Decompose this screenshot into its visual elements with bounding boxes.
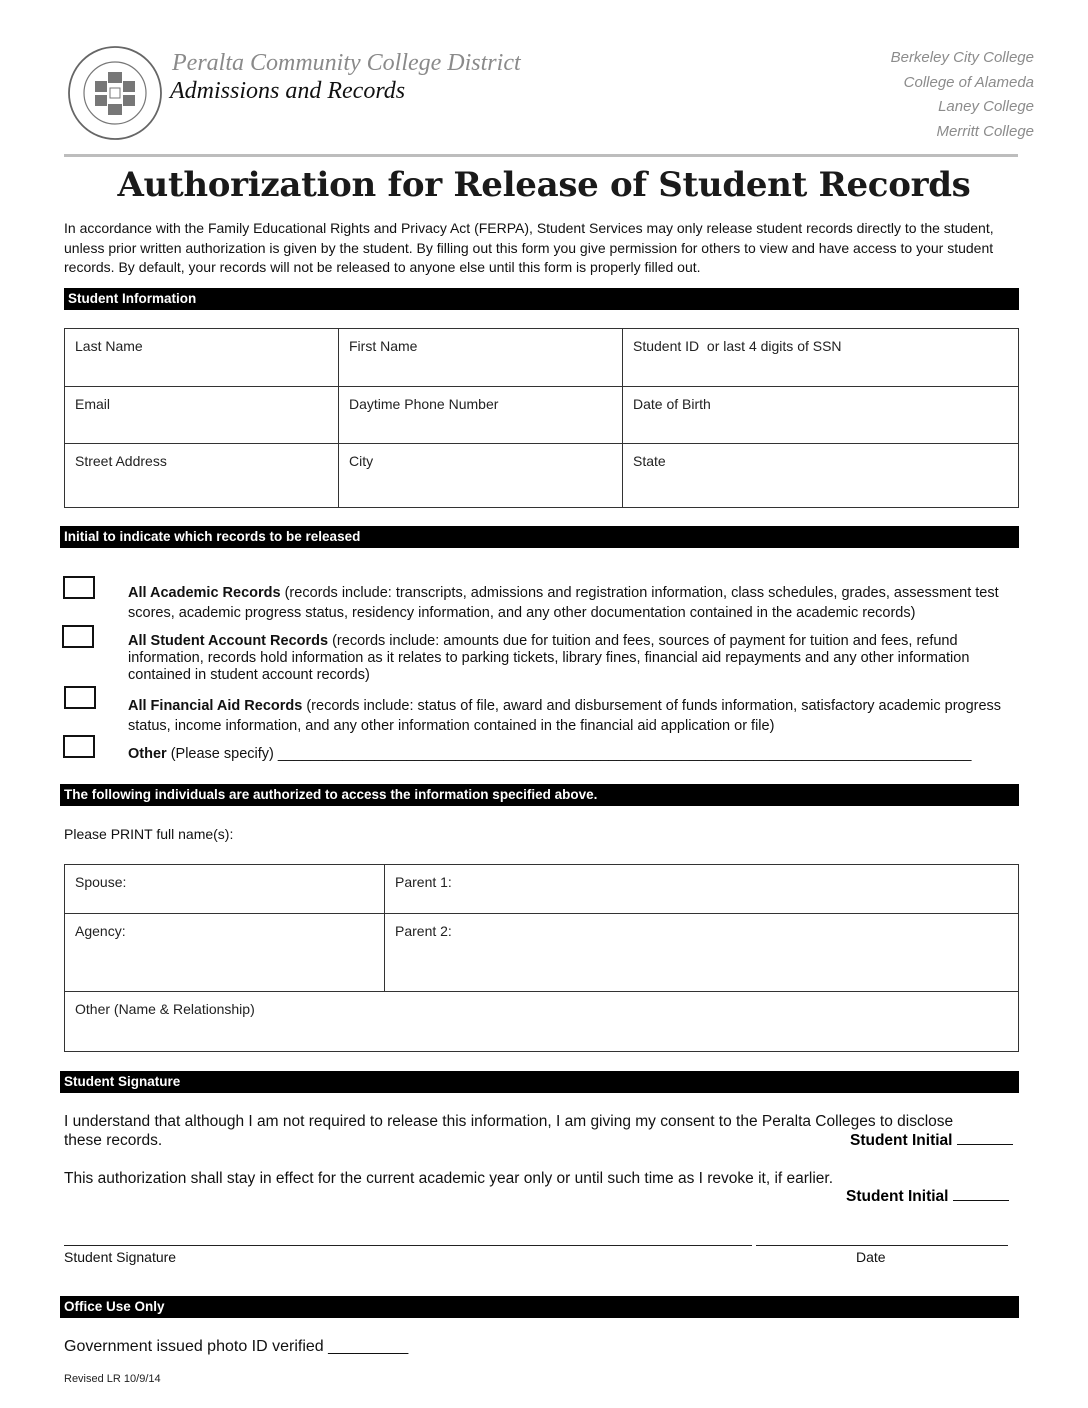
photo-id-verified: Government issued photo ID verified _________ — [64, 1338, 409, 1355]
section-header-signature: Student Signature — [60, 1071, 1019, 1093]
consent-text: these records. — [64, 1132, 163, 1149]
record-title: All Financial Aid Records — [128, 698, 303, 714]
field-label: Parent 2: — [395, 923, 452, 939]
field-label: Spouse: — [75, 874, 127, 890]
initial-line-1[interactable] — [957, 1131, 1013, 1145]
section-header-records: Initial to indicate which records to be released — [60, 526, 1019, 548]
field-label: State — [633, 453, 666, 469]
field-label: Email — [75, 396, 111, 412]
record-description: (records include: amounts due for tuition and fees, sources of payment for tuition and fees, refund information, records hold information as it relates to parking tickets, library fines, financial aid repayments and any other information contained in student account records) — [128, 633, 970, 683]
header-divider — [64, 154, 1018, 157]
state-field[interactable] — [623, 444, 1019, 508]
date-label: Date — [856, 1249, 886, 1265]
last-name-field[interactable] — [65, 329, 339, 387]
phone-field[interactable] — [339, 387, 623, 444]
account-records-checkbox[interactable] — [62, 625, 94, 648]
section-header-student-info: Student Information — [64, 288, 1019, 310]
financial-aid-records-text — [128, 697, 1018, 736]
field-label: Last Name — [75, 338, 143, 354]
agency-field[interactable] — [65, 914, 385, 992]
college-name: Berkeley City College — [890, 49, 1034, 66]
intro-paragraph: In accordance with the Family Educational Rights and Privacy Act (FERPA), Student Services may only release student records directly to the student, unless prior written authorization is given by the student. By filling out this form you give permission for others to view and have access to your student records. By default, your records will not be released to anyone else until this form is properly filled out. — [64, 220, 994, 275]
student-info-table — [64, 328, 1019, 508]
street-address-field[interactable] — [65, 444, 339, 508]
student-initial-2 — [846, 1187, 1009, 1206]
field-label: Street Address — [75, 453, 167, 469]
section-header-office: Office Use Only — [60, 1296, 1019, 1318]
department-name: Admissions and Records — [170, 78, 406, 104]
academic-records-text — [128, 584, 1018, 623]
date-line[interactable] — [756, 1245, 1008, 1246]
record-description: (records include: transcripts, admissions and registration information, class schedules, grades, assessment test scores, academic progress status, residency information, and any other documentation contained in the academic records) — [128, 585, 999, 621]
record-description: (records include: status of file, award and disbursement of funds information, satisfactory academic progress status, income information, and any other information contained in the financial aid application or file) — [128, 698, 1002, 734]
record-title: All Student Account Records — [128, 633, 329, 649]
field-label: Parent 1: — [395, 874, 452, 890]
first-name-field[interactable] — [339, 329, 623, 387]
email-field[interactable] — [65, 387, 339, 444]
other-relationship-field[interactable] — [65, 992, 1019, 1052]
other-records-text — [128, 745, 1018, 765]
account-records-text — [128, 633, 1018, 684]
college-name: Merritt College — [936, 122, 1034, 140]
individuals-table — [64, 864, 1019, 1052]
section-header-individuals: The following individuals are authorized to access the information specified above. — [60, 784, 1019, 806]
field-label: First Name — [349, 338, 418, 354]
spouse-field[interactable] — [65, 865, 385, 914]
parent2-field[interactable] — [385, 914, 1019, 992]
field-label: Student ID or last 4 digits of SSN — [633, 338, 842, 354]
revision-note: Revised LR 10/9/14 — [64, 1373, 161, 1385]
academic-records-checkbox[interactable] — [63, 576, 95, 599]
initial-label: Student Initial — [846, 1188, 949, 1205]
duration-statement: This authorization shall stay in effect for the current academic year only or until such time as I revoke it, if earlier. — [64, 1170, 834, 1187]
field-label: City — [349, 453, 374, 469]
other-specify-line[interactable]: (Please specify) ______________________________________________________________________________________ — [166, 746, 972, 762]
student-id-field[interactable] — [623, 329, 1019, 387]
student-initial-1 — [850, 1131, 1013, 1150]
signature-line[interactable] — [64, 1245, 752, 1246]
consent-line-1: I understand that although I am not required to release this information, I am giving my consent to the Peralta Colleges to disclose — [64, 1113, 954, 1130]
college-name: College of Alameda — [903, 73, 1034, 91]
financial-aid-records-checkbox[interactable] — [64, 686, 96, 709]
parent1-field[interactable] — [385, 865, 1019, 914]
city-field[interactable] — [339, 444, 623, 508]
district-name: Peralta Community College District — [172, 50, 521, 76]
print-names-note: Please PRINT full name(s): — [64, 826, 234, 842]
field-label: Agency: — [75, 923, 126, 939]
college-name: Laney College — [938, 98, 1034, 115]
signature-label: Student Signature — [64, 1249, 177, 1265]
field-label: Date of Birth — [633, 396, 711, 412]
record-title: Other — [128, 746, 167, 762]
college-district-seal — [66, 44, 164, 142]
consent-line-2 — [64, 1131, 162, 1150]
field-label: Other (Name & Relationship) — [75, 1001, 255, 1017]
other-records-checkbox[interactable] — [63, 735, 95, 758]
college-list — [891, 46, 1034, 144]
dob-field[interactable] — [623, 387, 1019, 444]
field-label: Daytime Phone Number — [349, 396, 499, 412]
record-title: All Academic Records — [128, 585, 281, 601]
initial-line-2[interactable] — [953, 1187, 1009, 1201]
initial-label: Student Initial — [850, 1132, 953, 1149]
form-title: Authorization for Release of Student Records — [117, 165, 971, 205]
